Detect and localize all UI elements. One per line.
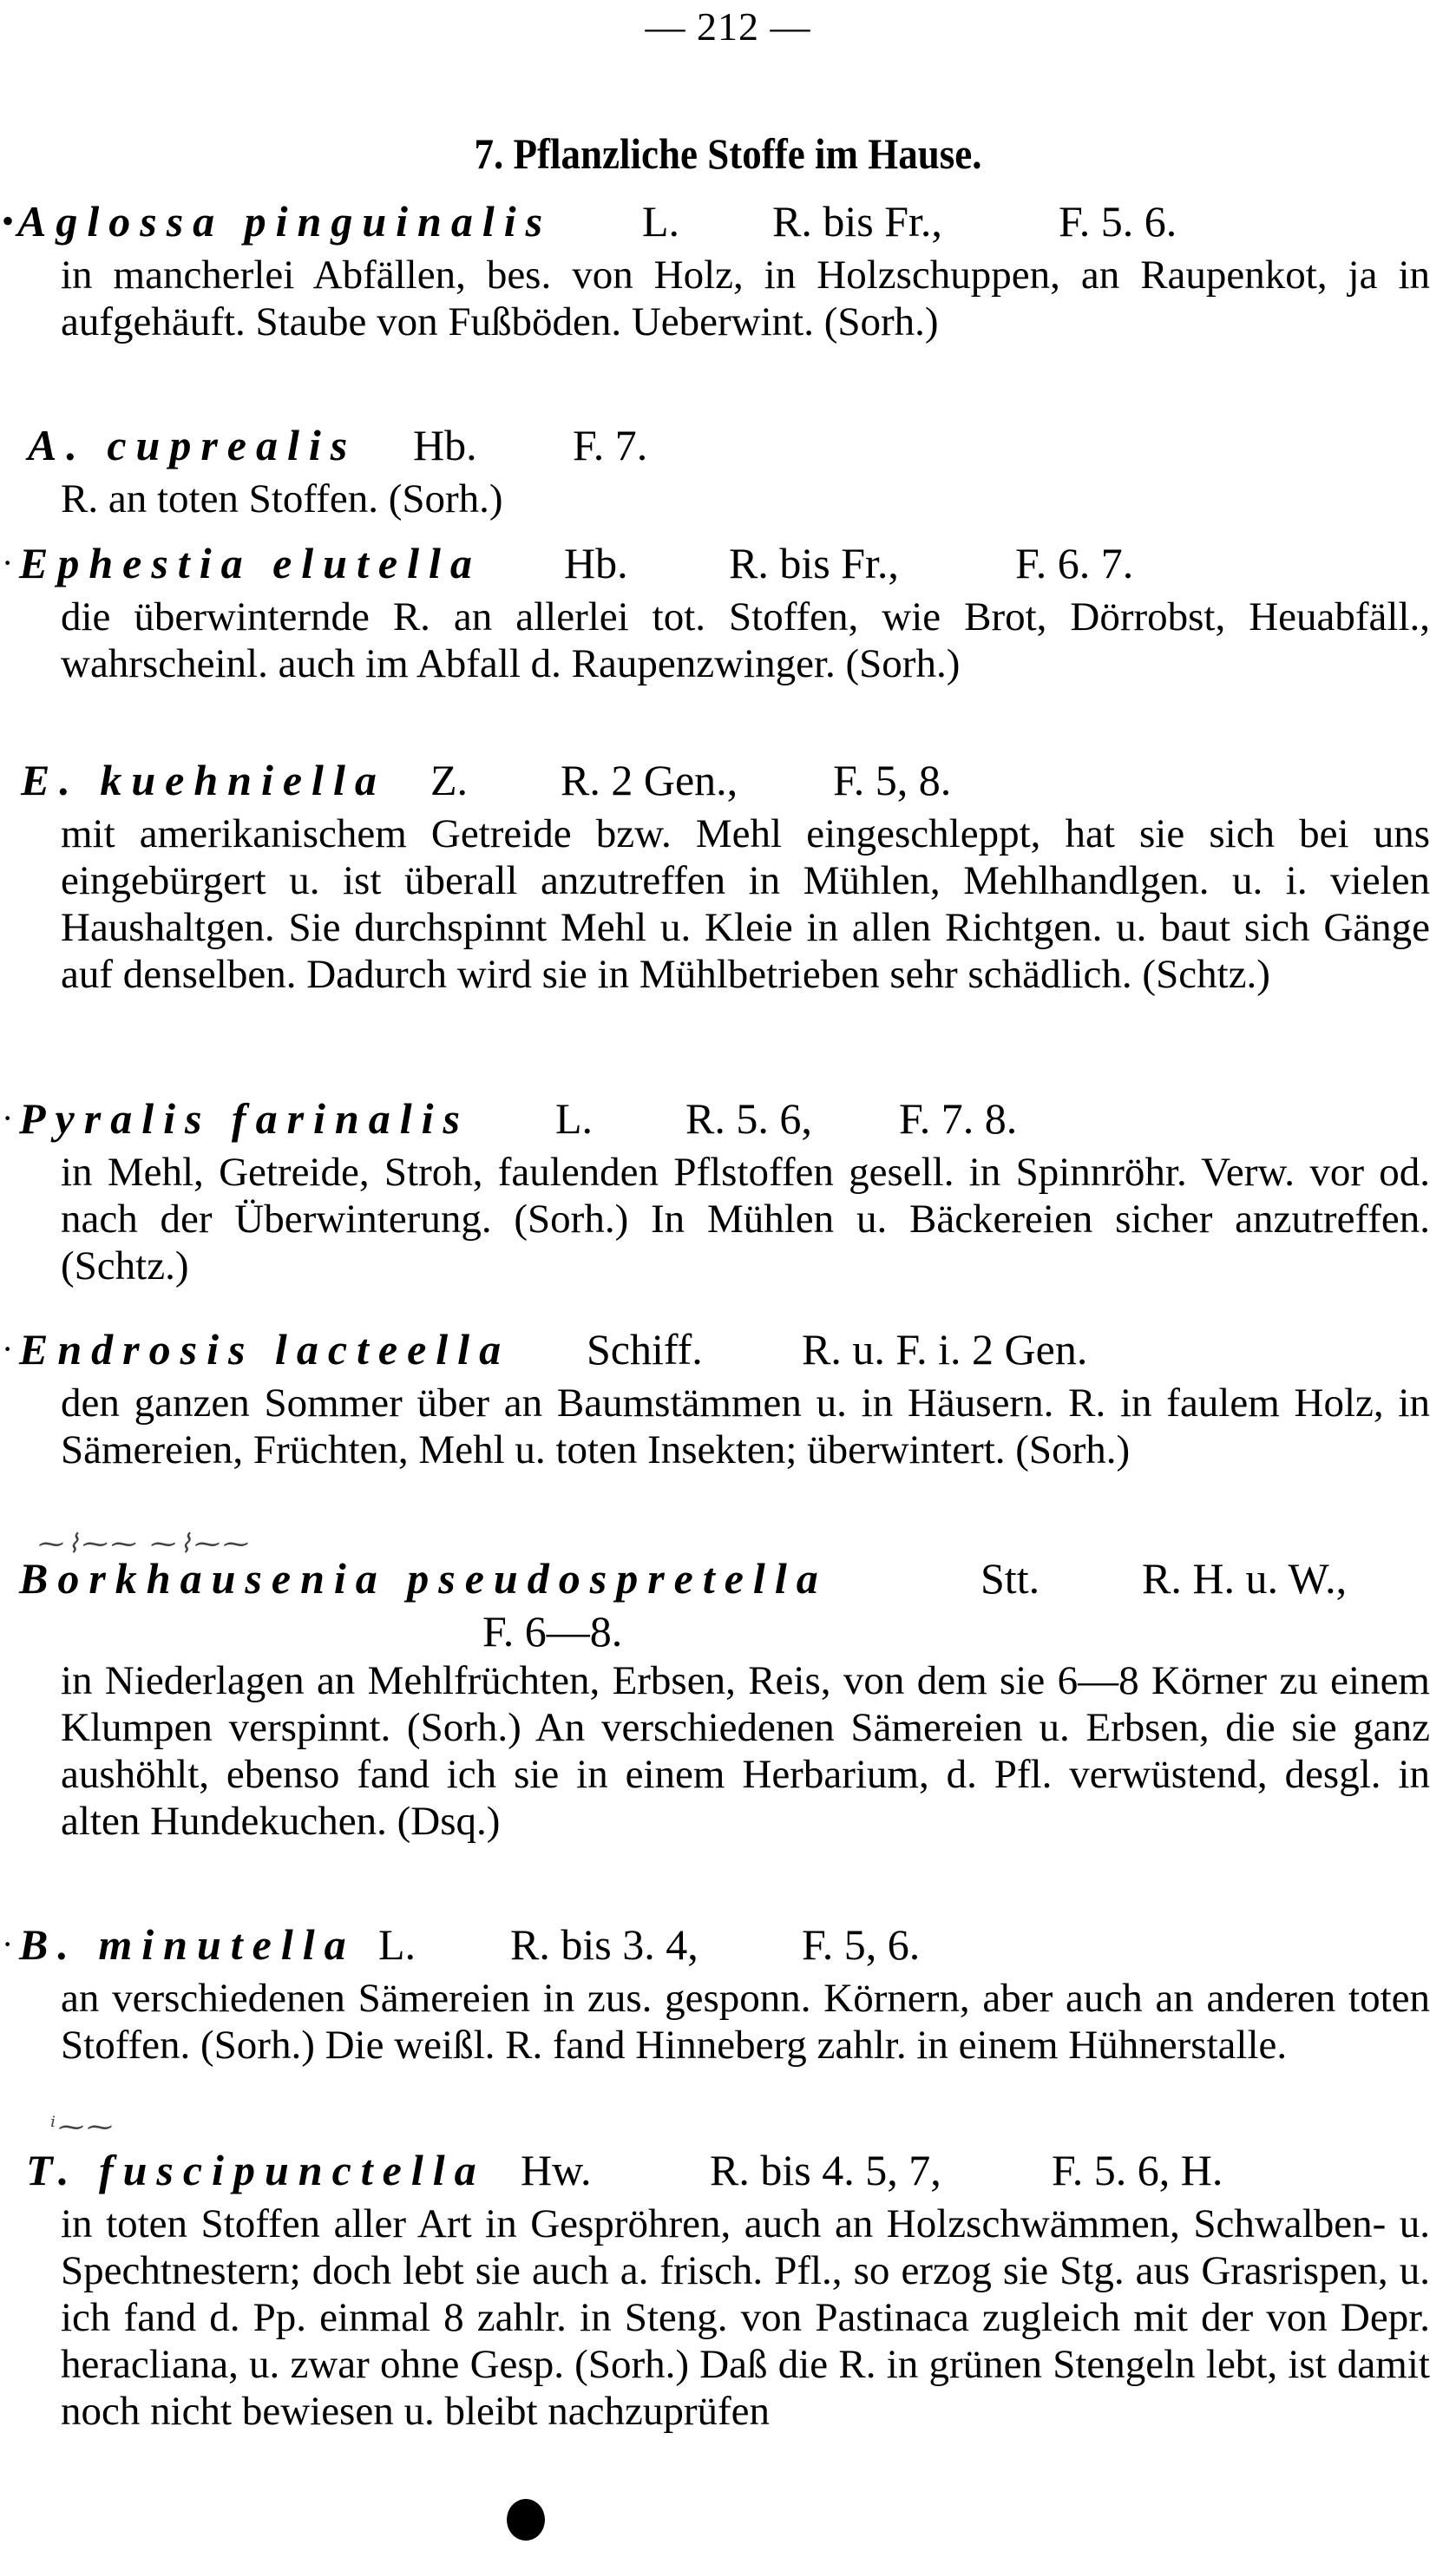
taxon-name: Pyralis farinalis <box>19 1094 469 1143</box>
taxon-name: B. minutella <box>19 1920 356 1969</box>
flight-period: F. 7. <box>573 421 648 469</box>
handwritten-annotation: ⁓⌇⁓⁓ ⁓⌇⁓⁓ <box>38 1529 252 1559</box>
taxon-author: L. <box>555 1094 594 1143</box>
entry-header <box>0 416 1456 474</box>
species-entry <box>0 1550 1456 1845</box>
entry-header-continuation <box>0 1607 1456 1656</box>
flight-period: F. 5. 6. <box>1059 197 1177 246</box>
species-entry <box>0 1090 1456 1289</box>
taxon-author: L. <box>378 1920 416 1969</box>
taxon-author: L. <box>642 197 680 246</box>
taxon-name: Ephestia elutella <box>19 539 482 587</box>
larva-period: R. bis Fr., <box>772 197 942 246</box>
entry-header <box>0 2141 1456 2199</box>
species-entry <box>0 1916 1456 2069</box>
handwritten-annotation: ⁱ⁓⁓ <box>50 2112 116 2142</box>
species-entry <box>0 416 1456 522</box>
taxon-author: Schiff. <box>587 1325 703 1374</box>
flight-period: F. 5. 6, H. <box>1052 2146 1223 2194</box>
entry-header <box>0 1916 1456 1973</box>
species-entry <box>0 534 1456 687</box>
entry-text: an verschiedenen Sämereien in zus. gesponn. Körnern, aber auch an anderen toten Stoffen. (Sorh.) Die weißl. R. fand Hinneberg zahlr. in einem Hühnerstalle. <box>61 1976 1430 2068</box>
taxon-author: Hb. <box>564 539 628 587</box>
taxon-name: Aglossa pinguinalis <box>17 197 553 246</box>
entry-text: in Niederlagen an Mehlfrüchten, Erbsen, Reis, von dem sie 6—8 Körner zu einem Klumpen verspinnt. (Sorh.) An verschiedenen Sämereien u. Erbsen, die sie ganz aushöhlt, ebenso fand ich sie in einem Herbarium, d. Pfl. verwüstend, desgl. in alten Hundekuchen. (Dsq.) <box>61 1658 1430 1844</box>
taxon-author: Hw. <box>521 2146 592 2194</box>
taxon-name: Borkhausenia pseudospretella <box>19 1554 828 1603</box>
entry-text: in mancherlei Abfällen, bes. von Holz, in Holzschuppen, an Raupenkot, ja in aufgehäuft. Staube von Fußböden. Ueberwint. (Sorh.) <box>61 252 1430 344</box>
entry-text: in Mehl, Getreide, Stroh, faulenden Pflstoffen gesell. in Spinnröhr. Verw. vor od. nach der Überwinterung. (Sorh.) In Mühlen u. Bäckereien sicher anzutreffen. (Schtz.) <box>61 1150 1430 1289</box>
taxon-author: Z. <box>430 756 469 804</box>
entry-text: die überwinternde R. an allerlei tot. Stoffen, wie Brot, Dörrobst, Heuabfäll., wahrscheinl. auch im Abfall d. Raupenzwinger. (Sorh.) <box>61 594 1430 686</box>
entry-header <box>0 751 1456 809</box>
entry-header <box>0 534 1456 592</box>
section-title: 7. Pflanzliche Stoffe im Hause. <box>474 129 982 178</box>
taxon-name: E. kuehniella <box>21 756 386 804</box>
species-entry <box>0 2141 1456 2435</box>
entry-text: R. an toten Stoffen. (Sorh.) <box>61 476 503 521</box>
entry-text: den ganzen Sommer über an Baumstämmen u. in Häusern. R. in faulem Holz, in Sämereien, Früchten, Mehl u. toten Insekten; überwintert. (Sorh.) <box>61 1380 1430 1472</box>
taxon-name: T. fuscipunctella <box>26 2146 486 2194</box>
species-entry <box>0 1321 1456 1473</box>
entry-text: mit amerikanischem Getreide bzw. Mehl eingeschleppt, hat sie sich bei uns eingebürgert u. ist überall anzutreffen in Mühlen, Mehlhandlgen. u. i. vielen Haushaltgen. Sie durchspinnt Mehl u. Kleie in allen Richtgen. u. baut sich Gänge auf denselben. Dadurch wird sie in Mühlbetrieben sehr schädlich. (Schtz.) <box>61 811 1430 997</box>
ink-blot <box>507 2499 545 2541</box>
larva-period: R. bis 3. 4, <box>510 1920 698 1969</box>
margin-mark: · <box>2 1098 14 1138</box>
flight-period: F. 7. 8. <box>899 1094 1018 1143</box>
taxon-name: A. cuprealis <box>28 421 357 469</box>
entry-header <box>0 193 1456 250</box>
page-number: — 212 — <box>645 4 811 49</box>
larva-period: R. 5. 6, <box>685 1094 812 1143</box>
flight-period: F. 5, 8. <box>833 756 952 804</box>
larva-period: R. bis 4. 5, 7, <box>710 2146 941 2194</box>
margin-mark: · <box>2 1329 14 1368</box>
entry-text: in toten Stoffen aller Art in Gespröhren, auch an Holzschwämmen, Schwalben- u. Spechtnestern; doch lebt sie auch a. frisch. Pfl., so erzog sie Stg. aus Grasrispen, u. ich fand d. Pp. einmal 8 zahlr. in Steng. von Pastinaca zugleich mit der von Depr. heracliana, u. zwar ohne Gesp. (Sorh.) Daß die R. in grünen Stengeln lebt, ist damit noch nicht bewiesen u. bleibt nachzuprüfen <box>61 2201 1430 2434</box>
entry-header <box>0 1550 1456 1607</box>
flight-period: F. 6. 7. <box>1015 539 1134 587</box>
entry-header <box>0 1090 1456 1147</box>
flight-period: F. 5, 6. <box>802 1920 921 1969</box>
flight-period: F. 6—8. <box>482 1607 623 1656</box>
species-entry <box>0 751 1456 998</box>
margin-mark: · <box>2 543 14 582</box>
species-entry <box>0 193 1456 345</box>
larva-period: R. u. F. i. 2 Gen. <box>802 1325 1088 1374</box>
margin-mark: • <box>2 201 15 240</box>
taxon-author: Stt. <box>981 1554 1040 1603</box>
taxon-author: Hb. <box>413 421 477 469</box>
larva-period: R. H. u. W., <box>1142 1554 1348 1603</box>
margin-mark: · <box>2 1925 14 1964</box>
entry-header <box>0 1321 1456 1378</box>
larva-period: R. 2 Gen., <box>561 756 738 804</box>
larva-period: R. bis Fr., <box>729 539 899 587</box>
taxon-name: Endrosis lacteella <box>19 1325 511 1374</box>
